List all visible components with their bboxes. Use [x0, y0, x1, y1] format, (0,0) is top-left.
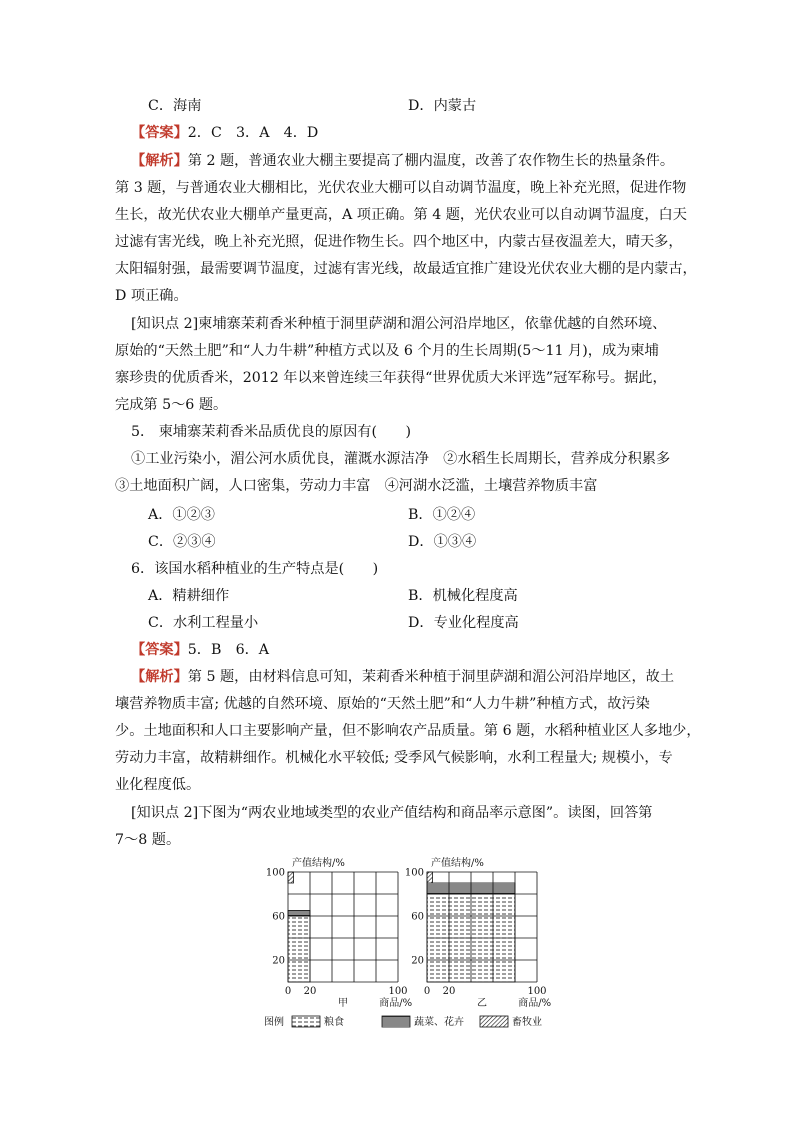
question-5-condition: ①工业污染小，湄公河水质优良，灌溉水源洁净 ②水稻生长周期长，营养成分积累多: [131, 451, 671, 467]
passage-line: 原始的“天然土肥”和“人力牛耕”种植方式以及 6 个月的生长周期(5～11 月)，成为柬埔: [115, 343, 659, 359]
analysis-line: 第 3 题，与普通农业大棚相比，光伏农业大棚可以自动调节温度，晚上补充光照，促进作物: [115, 180, 687, 196]
analysis-text: 第 5 题，由材料信息可知，茉莉香米种植于洞里萨湖和湄公河沿岸地区，故土: [187, 669, 675, 685]
x-tick-label: 100: [527, 986, 547, 997]
answer-text: 2．C 3．A 4．D: [187, 125, 319, 141]
option-c: C．②③④: [148, 534, 216, 550]
option-c: C．海南: [148, 98, 202, 114]
panel-name: 乙: [477, 998, 487, 1009]
analysis-line: 太阳辐射强，最需要调节温度，过滤有害光线，故最适宜推广建设光伏农业大棚的是内蒙古，: [115, 261, 697, 277]
y-tick-label: 100: [265, 867, 285, 879]
analysis-text: 第 2 题，普通农业大棚主要提高了棚内温度，改善了农作物生长的热量条件。: [187, 153, 675, 169]
x-axis-label: 商品/%: [518, 998, 552, 1009]
analysis-line: [131, 667, 674, 687]
option-b: B．机械化程度高: [408, 588, 518, 604]
bar-segment: [288, 916, 310, 982]
x-tick-label: 0: [284, 986, 292, 997]
option-d: D．专业化程度高: [408, 615, 519, 631]
option-a: A．①②③: [148, 507, 215, 523]
legend-label: 粮食: [324, 1017, 344, 1028]
option-d: D．内蒙古: [408, 98, 477, 114]
analysis-tag: 【解析】: [131, 669, 188, 685]
analysis-line: 过滤有害光线，晚上补充光照，促进作物生长。四个地区中，内蒙古昼夜温差大，晴天多，: [115, 234, 683, 250]
option-c: C．水利工程量小: [148, 615, 259, 631]
option-d: D．①③④: [408, 534, 477, 550]
passage-line: [知识点 2]下图为“两农业地域类型的农业产值结构和商品率示意图”。读图，回答第: [131, 805, 653, 821]
agri-structure-chart: [262, 852, 562, 1027]
analysis-tag: 【解析】: [131, 153, 188, 169]
answer-tag: 【答案】: [131, 125, 188, 141]
legend-swatch: [480, 1016, 508, 1027]
x-tick-label: 20: [303, 986, 317, 997]
analysis-line: [131, 151, 674, 171]
x-axis-label: 商品/%: [379, 998, 413, 1009]
answer-text: 5．B 6．A: [187, 642, 270, 658]
analysis-line: 生长，故光伏农业大棚单产量更高，A 项正确。第 4 题，光伏农业可以自动调节温度，白天: [115, 207, 687, 223]
analysis-line: D 项正确。: [115, 288, 188, 304]
x-tick-label: 0: [423, 986, 431, 997]
answer-tag: 【答案】: [131, 642, 188, 658]
bar-segment: [427, 872, 433, 883]
option-b: B．①②④: [408, 507, 476, 523]
answer-line: [131, 123, 318, 143]
panel-name: 甲: [338, 998, 348, 1009]
y-tick-label: 20: [411, 955, 424, 967]
analysis-line: 少。土地面积和人口主要影响产量，但不影响农产品质量。第 6 题，水稻种植业区人多地少，: [115, 723, 701, 739]
y-tick-label: 60: [272, 911, 285, 923]
y-axis-label: 产值结构/%: [292, 858, 345, 869]
x-tick-label: 20: [442, 986, 456, 997]
option-a: A．精耕细作: [148, 588, 230, 604]
x-tick-label: 100: [388, 986, 408, 997]
legend-label: 蔬菜、花卉: [414, 1017, 464, 1028]
legend-swatch: [292, 1016, 320, 1027]
passage-line: 7～8 题。: [115, 832, 181, 848]
analysis-line: 壤营养物质丰富; 优越的自然环境、原始的“天然土肥”和“人力牛耕”种植方式，故污染: [115, 696, 650, 712]
question-6-stem: 6．该国水稻种植业的生产特点是( ): [131, 561, 379, 577]
legend-label: 畜牧业: [512, 1017, 542, 1028]
analysis-line: 劳动力丰富，故精耕细作。机械化水平较低; 受季风气候影响，水利工程量大; 规模小，专: [115, 750, 673, 766]
y-tick-label: 60: [411, 911, 424, 923]
question-5-stem: 5． 柬埔寨茉莉香米品质优良的原因有( ): [131, 424, 411, 440]
y-tick-label: 100: [404, 867, 424, 879]
passage-line: [知识点 2]柬埔寨茉莉香米种植于洞里萨湖和湄公河沿岸地区，依靠优越的自然环境、: [131, 316, 667, 332]
legend-title: 图例: [264, 1017, 284, 1028]
question-5-condition: ③土地面积广阔，人口密集，劳动力丰富 ④河湖水泛滥，土壤营养物质丰富: [115, 478, 598, 494]
answer-line: [131, 640, 269, 660]
legend-swatch: [382, 1016, 410, 1027]
chart-svg: [262, 852, 562, 1027]
passage-line: 寨珍贵的优质香米，2012 年以来曾连续三年获得“世界优质大米评选”冠军称号。据此，: [115, 370, 667, 386]
bar-segment: [288, 872, 294, 883]
analysis-line: 业化程度低。: [115, 777, 201, 793]
y-axis-label: 产值结构/%: [431, 858, 484, 869]
bar-segment: [288, 911, 310, 917]
passage-line: 完成第 5～6 题。: [115, 397, 228, 413]
y-tick-label: 20: [272, 955, 285, 967]
